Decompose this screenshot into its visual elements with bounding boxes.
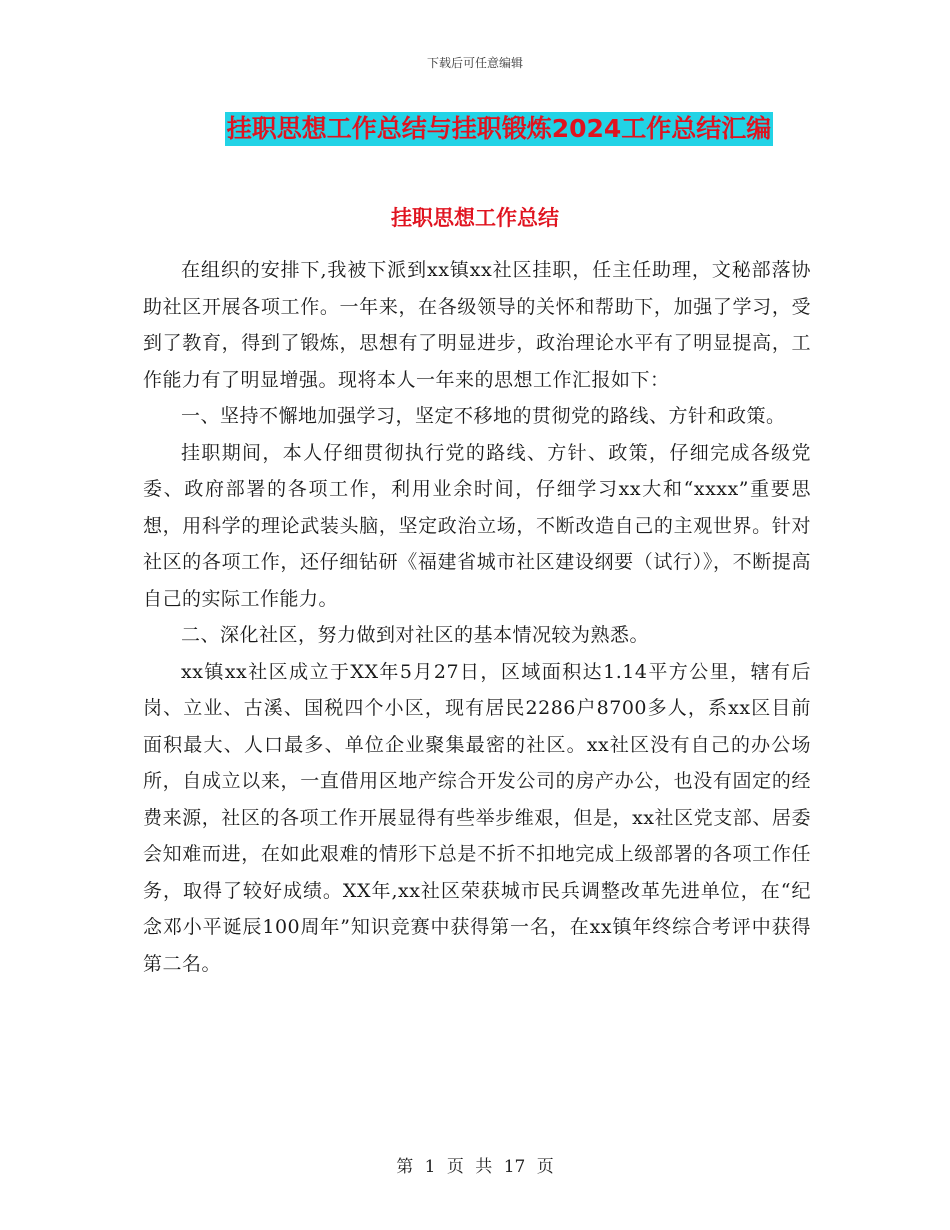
paragraph-heading-2: 二、深化社区，努力做到对社区的基本情况较为熟悉。 [181,624,650,646]
paragraph-heading-1: 一、坚持不懈地加强学习，坚定不移地的贯彻党的路线、方针和政策。 [181,405,786,427]
section-title: 挂职思想工作总结 [391,206,559,230]
header-note: 下载后可任意编辑 [426,56,523,70]
page-number: 第 1 页 共 17 页 [396,1157,554,1177]
document-body [143,222,811,982]
paragraph-intro: 在组织的安排下,我被下派到xx镇xx社区挂职，任主任助理，文秘部落协助社区开展各项工作。一年来，在各级领导的关怀和帮助下，加强了学习，受到了教育，得到了锻炼，思想有了明显进步，政治理论水平有了明显提高，工作能力有了明显增强。现将本人一年来的思想工作汇报如下： [143,259,811,391]
paragraph-community: xx镇xx社区成立于XX年5月27日，区域面积达1.14平方公里，辖有后岗、立业、古溪、国税四个小区，现有居民2286户8700多人，系xx区目前面积最大、人口最多、单位企业聚集最密的社区。xx社区没有自己的办公场所，自成立以来，一直借用区地产综合开发公司的房产办公，也没有固定的经费来源，社区的各项工作开展显得有些举步维艰，但是，xx社区党支部、居委会知难而进，在如此艰难的情形下总是不折不扣地完成上级部署的各项工作任务，取得了较好成绩。XX年,xx社区荣获城市民兵调整改革先进单位，在“纪念邓小平诞辰100周年”知识竞赛中获得第一名，在xx镇年终综合考评中获得第二名。 [143,660,811,975]
paragraph-study: 挂职期间，本人仔细贯彻执行党的路线、方针、政策，仔细完成各级党委、政府部署的各项工作，利用业余时间，仔细学习xx大和“xxxx”重要思想，用科学的理论武装头脑，坚定政治立场，不断改造自己的主观世界。针对社区的各项工作，还仔细钻研《福建省城市社区建设纲要（试行）》，不断提高自己的实际工作能力。 [143,441,811,610]
document-title: 挂职思想工作总结与挂职锻炼2024工作总结汇编 [225,112,774,146]
main-title-container [0,112,950,146]
